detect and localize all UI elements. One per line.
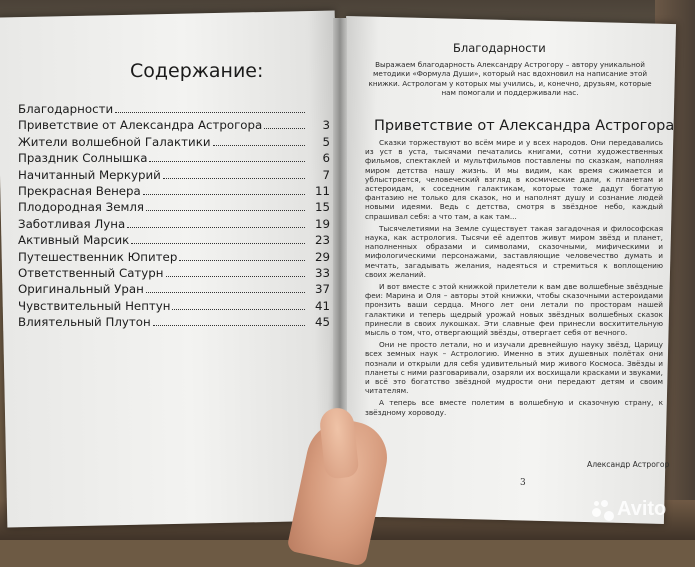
- welcome-paragraph: Сказки торжествуют во всём мире и у всех народов. Они передавались из уст в уста, тысячами печатались книгами, сотни художественных фильмов, спектаклей и мультфильмов поставлены по сказкам, наполняя миром детства нашу жизнь. И мы видим, как время сжимается и ублыстряется, человеческий взгляд в космические дали, к планетам и астероидам, к соседним галактикам, которые тоже дадут богатую фантазию не только для сказок, но и наполнят душу и сознание людей новыми идеями. Ведь с детства, смотря в звёздное небо, каждый спрашивал себя: а что там, а как там...: [365, 138, 663, 221]
- toc-item-page: 3: [322, 118, 330, 133]
- welcome-paragraph: И вот вместе с этой книжкой прилетели к вам две волшебные звёздные феи: Марина и Оля – авторы этой книжки, чтобы сказочными астероидами пронзить ваши сердца. Много лет они летали по просторам нашей галактики и теперь щедрый урожай новых звёздных волшебных сказок принесли в своих лукошках. Эти славные феи принесли восхитительную мысль о том, что, отвергающий звёзды, отвергает себя от вечного.: [365, 282, 663, 338]
- toc-item: [18, 217, 330, 233]
- toc-item-page: 15: [314, 200, 330, 215]
- welcome-paragraph: Тысячелетиями на Земле существует такая загадочная и философская наука, как астрология. Тысячи её адептов живут миром звёзд и планет, наполненных образами и символами, сказочными, мифическими и мифологическими персонажами, заставляющие человечество думать и мечтать, загадывать желания, надеяться и стремиться к воплощению своих желаний.: [365, 223, 663, 279]
- toc-leader-dots: [264, 128, 305, 129]
- toc-item-page: 11: [314, 183, 330, 198]
- toc-item-label: Чувствительный Нептун: [18, 298, 171, 313]
- toc-leader-dots: [172, 309, 305, 310]
- page-number: 3: [520, 478, 526, 488]
- toc-item-label: Путешественник Юпитер: [18, 249, 178, 264]
- welcome-paragraph: А теперь все вместе полетим в волшебную и сказочную страну, к звёздному хороводу.: [365, 398, 663, 417]
- toc-item: [18, 102, 330, 118]
- toc-item-label: Начитанный Меркурий: [18, 167, 161, 182]
- avito-watermark-text: Avito: [617, 498, 667, 520]
- toc-item: [18, 168, 330, 184]
- toc-item: [18, 151, 330, 167]
- table-of-contents: [18, 102, 330, 331]
- toc-leader-dots: [131, 243, 305, 244]
- toc-item: [18, 299, 330, 315]
- toc-leader-dots: [153, 325, 305, 326]
- toc-item-page: 19: [314, 216, 330, 231]
- toc-leader-dots: [146, 210, 305, 211]
- toc-item-label: Жители волшебной Галактики: [18, 134, 211, 149]
- toc-item-page: 41: [314, 298, 330, 313]
- toc-item-page: 6: [322, 151, 330, 166]
- toc-item-label: Активный Марсик: [18, 233, 130, 248]
- toc-leader-dots: [179, 260, 305, 261]
- toc-item-page: 7: [322, 167, 330, 182]
- toc-item: [18, 250, 330, 266]
- toc-item: [18, 233, 330, 249]
- toc-item-label: Влиятельный Плутон: [18, 315, 151, 330]
- toc-item-label: Прекрасная Венера: [18, 183, 141, 198]
- toc-leader-dots: [143, 194, 305, 195]
- toc-item-label: Благодарности: [18, 102, 114, 116]
- toc-item: [18, 266, 330, 282]
- toc-leader-dots: [146, 292, 305, 293]
- toc-item-label: Ответственный Сатурн: [18, 265, 164, 280]
- toc-item-label: Оригинальный Уран: [18, 282, 144, 297]
- toc-item-page: 33: [314, 265, 330, 280]
- toc-leader-dots: [115, 112, 305, 113]
- toc-item-page: 45: [314, 315, 330, 330]
- acknowledgements-text: Выражаем благодарность Александру Астрогору – автору уникальной методики «Формула Души», который нас вдохновил на написание этой книжки. Астрологам у которых мы учились, и, конечно, друзьям, которые нам помогали и поддерживали нас.: [368, 60, 652, 98]
- author-signature: Александр Астрогор: [587, 460, 670, 469]
- toc-item: [18, 118, 330, 134]
- toc-item-label: Праздник Солнышка: [18, 151, 148, 166]
- toc-leader-dots: [127, 227, 305, 228]
- toc-title: Содержание:: [130, 60, 264, 82]
- toc-item-label: Заботливая Луна: [18, 216, 126, 231]
- toc-item: [18, 282, 330, 298]
- toc-leader-dots: [149, 161, 305, 162]
- toc-item-label: Плодородная Земля: [18, 200, 145, 215]
- toc-item: [18, 315, 330, 331]
- acknowledgements-title: Благодарности: [453, 41, 546, 55]
- toc-leader-dots: [163, 178, 305, 179]
- toc-item-label: Приветствие от Александра Астрогора: [18, 118, 263, 133]
- avito-logo-icon: [592, 499, 614, 521]
- toc-item: [18, 135, 330, 151]
- toc-leader-dots: [166, 276, 306, 277]
- toc-leader-dots: [213, 145, 306, 146]
- welcome-title: Приветствие от Александра Астрогора: [374, 118, 675, 134]
- toc-item-page: 29: [314, 249, 330, 264]
- toc-item-page: 23: [314, 233, 330, 248]
- toc-item: [18, 184, 330, 200]
- toc-item: [18, 200, 330, 216]
- avito-watermark: [592, 498, 666, 521]
- toc-item-page: 37: [314, 282, 330, 297]
- toc-item-page: 5: [322, 134, 330, 149]
- welcome-body: [365, 138, 663, 420]
- welcome-paragraph: Они не просто летали, но и изучали древнейшую науку звёзд, Царицу всех земных наук – Астрологию. Именно в этих душевных полётах они познали и открыли для себя удивительный мир живого Космоса. Звёзды и планеты с ними разговаривали, озаряли их восхищали красками и звуками, и всё это богатство звёздной мудрости они передают детям и своим читателям.: [365, 340, 663, 396]
